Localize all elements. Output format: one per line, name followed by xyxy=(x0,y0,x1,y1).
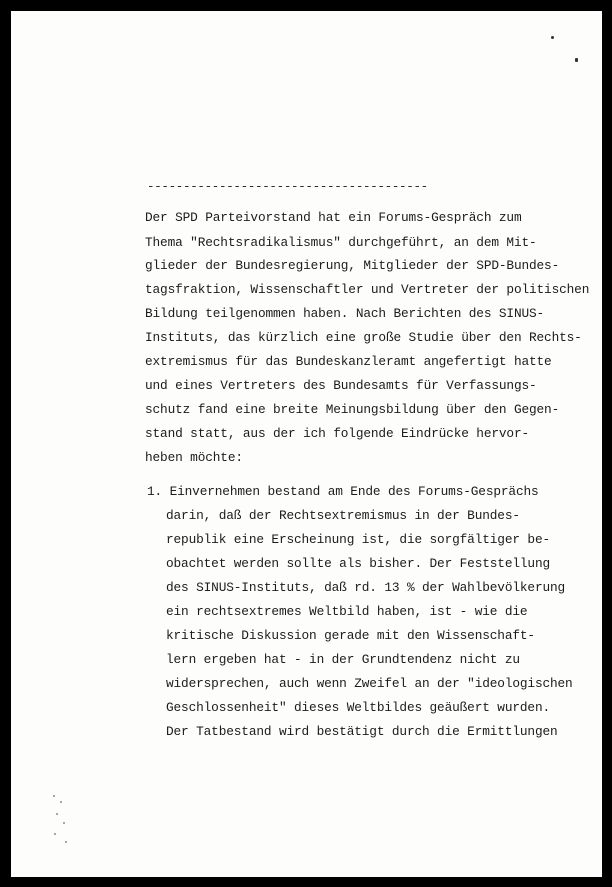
document-page xyxy=(11,11,602,877)
text-line: Instituts, das kürzlich eine große Studie über den Rechts- xyxy=(145,330,582,345)
scan-margin-dots xyxy=(51,791,71,851)
scan-speck xyxy=(551,36,554,39)
text-line: stand statt, aus der ich folgende Eindrücke hervor- xyxy=(145,426,529,441)
text-line: und eines Vertreters des Bundesamts für Verfassungs- xyxy=(145,378,537,393)
text-line: lern ergeben hat - in der Grundtendenz nicht zu xyxy=(166,652,520,667)
text-line: ein rechtsextremes Weltbild haben, ist - wie die xyxy=(166,604,528,619)
text-line: Thema "Rechtsradikalismus" durchgeführt, an dem Mit- xyxy=(145,235,537,250)
text-line: Geschlossenheit" dieses Weltbildes geäußert wurden. xyxy=(166,700,550,715)
text-line: tagsfraktion, Wissenschaftler und Vertreter der politischen xyxy=(145,282,590,297)
separator-line: --------------------------------------- xyxy=(147,180,428,194)
text-line: darin, daß der Rechtsextremismus in der Bundes- xyxy=(166,508,520,523)
text-line: obachtet werden sollte als bisher. Der Feststellung xyxy=(166,556,550,571)
text-line: extremismus für das Bundeskanzleramt angefertigt hatte xyxy=(145,354,552,369)
text-line: republik eine Erscheinung ist, die sorgfältiger be- xyxy=(166,532,550,547)
text-line: heben möchte: xyxy=(145,450,243,465)
text-line: widersprechen, auch wenn Zweifel an der "ideologischen xyxy=(166,676,573,691)
text-line: Der SPD Parteivorstand hat ein Forums-Gespräch zum xyxy=(145,210,522,225)
text-line: schutz fand eine breite Meinungsbildung über den Gegen- xyxy=(145,402,560,417)
text-line: des SINUS-Instituts, daß rd. 13 % der Wahlbevölkerung xyxy=(166,580,566,595)
text-line: Bildung teilgenommen haben. Nach Berichten des SINUS- xyxy=(145,306,545,321)
text-line: 1. Einvernehmen bestand am Ende des Forums-Gesprächs xyxy=(147,484,539,499)
text-line: glieder der Bundesregierung, Mitglieder der SPD-Bundes- xyxy=(145,258,560,273)
scan-speck xyxy=(575,58,578,62)
text-line: kritische Diskussion gerade mit den Wissenschaft- xyxy=(166,628,535,643)
text-line: Der Tatbestand wird bestätigt durch die Ermittlungen xyxy=(166,724,558,739)
